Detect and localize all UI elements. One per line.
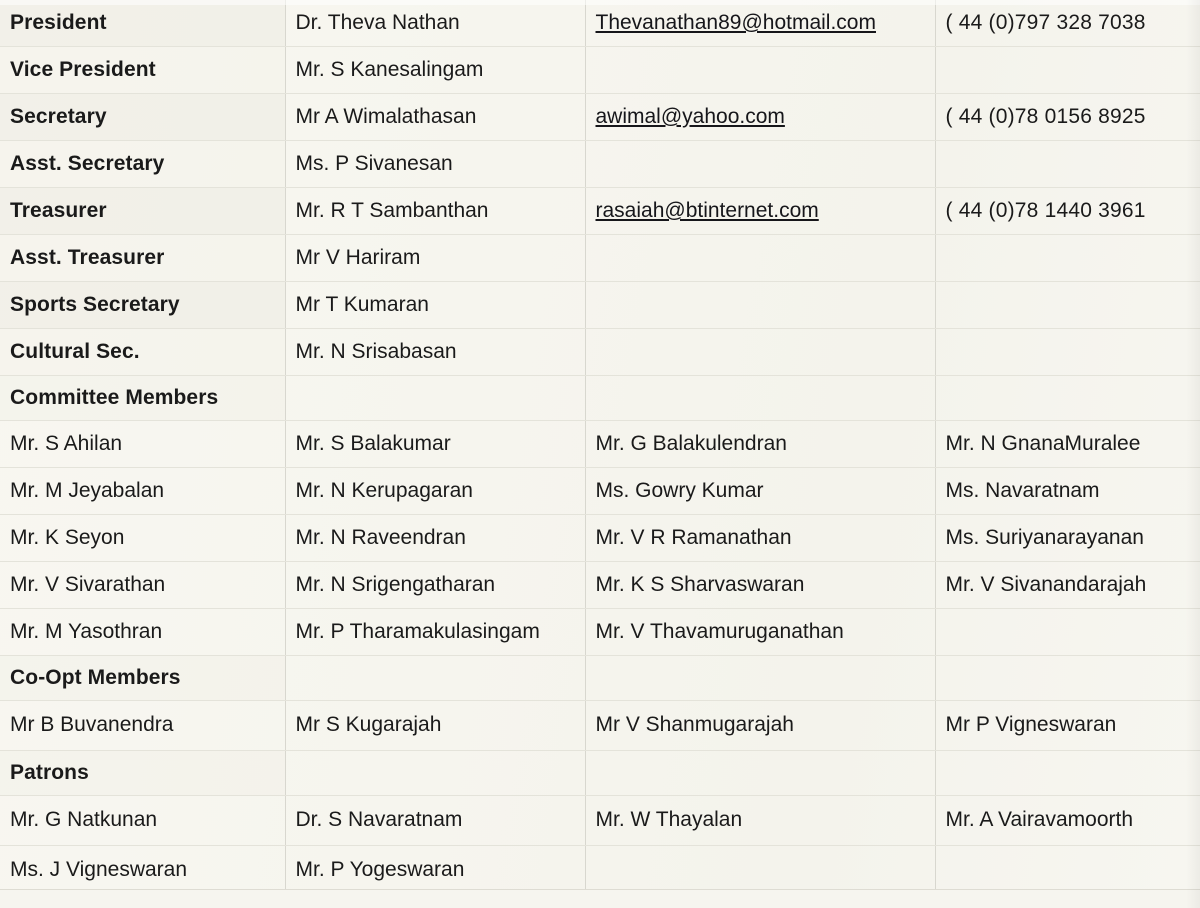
empty-cell bbox=[285, 751, 585, 796]
officer-name: Dr. Theva Nathan bbox=[285, 0, 585, 47]
member-name: Mr. N Srigengatharan bbox=[285, 562, 585, 609]
co-opt-member-name: Mr B Buvanendra bbox=[0, 701, 285, 751]
patron-name: Mr. P Yogeswaran bbox=[285, 846, 585, 896]
member-name: Mr. M Yasothran bbox=[0, 609, 285, 656]
officer-name: Mr A Wimalathasan bbox=[285, 94, 585, 141]
officer-role: President bbox=[0, 0, 285, 47]
table-row bbox=[0, 0, 1200, 47]
table-row bbox=[0, 701, 1200, 751]
officer-name: Ms. P Sivanesan bbox=[285, 141, 585, 188]
officer-name: Mr T Kumaran bbox=[285, 282, 585, 329]
officer-email[interactable]: awimal@yahoo.com bbox=[585, 94, 935, 141]
empty-cell bbox=[285, 376, 585, 421]
table-row bbox=[0, 329, 1200, 376]
officer-email bbox=[585, 235, 935, 282]
officer-email bbox=[585, 282, 935, 329]
member-name: Mr. M Jeyabalan bbox=[0, 468, 285, 515]
officer-email bbox=[585, 329, 935, 376]
officer-phone: ( 44 (0)78 0156 8925 bbox=[935, 94, 1200, 141]
officer-phone: ( 44 (0)797 328 7038 bbox=[935, 0, 1200, 47]
officer-phone bbox=[935, 329, 1200, 376]
co-opt-member-name: Mr V Shanmugarajah bbox=[585, 701, 935, 751]
member-name: Mr. S Balakumar bbox=[285, 421, 585, 468]
member-name: Ms. Gowry Kumar bbox=[585, 468, 935, 515]
officer-phone bbox=[935, 141, 1200, 188]
officer-role: Cultural Sec. bbox=[0, 329, 285, 376]
officer-email[interactable]: rasaiah@btinternet.com bbox=[585, 188, 935, 235]
co-opt-member-name: Mr S Kugarajah bbox=[285, 701, 585, 751]
empty-cell bbox=[935, 751, 1200, 796]
patron-name: Mr. G Natkunan bbox=[0, 796, 285, 846]
member-name: Mr. K S Sharvaswaran bbox=[585, 562, 935, 609]
officer-email bbox=[585, 141, 935, 188]
table-row bbox=[0, 47, 1200, 94]
empty-cell bbox=[285, 656, 585, 701]
member-name: Ms. Suriyanarayanan bbox=[935, 515, 1200, 562]
empty-cell bbox=[585, 846, 935, 896]
officer-role: Secretary bbox=[0, 94, 285, 141]
table-row bbox=[0, 188, 1200, 235]
officer-phone bbox=[935, 282, 1200, 329]
table-row bbox=[0, 609, 1200, 656]
table-row bbox=[0, 94, 1200, 141]
section-heading-co-opt-members: Co-Opt Members bbox=[0, 656, 285, 701]
officer-name: Mr. S Kanesalingam bbox=[285, 47, 585, 94]
member-name: Mr. V R Ramanathan bbox=[585, 515, 935, 562]
section-heading-committee-members: Committee Members bbox=[0, 376, 285, 421]
officer-name: Mr. N Srisabasan bbox=[285, 329, 585, 376]
officer-name: Mr. R T Sambanthan bbox=[285, 188, 585, 235]
empty-cell bbox=[585, 376, 935, 421]
empty-cell bbox=[935, 609, 1200, 656]
member-name: Mr. V Sivanandarajah bbox=[935, 562, 1200, 609]
member-name: Mr. P Tharamakulasingam bbox=[285, 609, 585, 656]
officer-role: Vice President bbox=[0, 47, 285, 94]
table-row bbox=[0, 468, 1200, 515]
table-row bbox=[0, 562, 1200, 609]
page-bottom-edge bbox=[0, 889, 1200, 908]
member-name: Mr. N Raveendran bbox=[285, 515, 585, 562]
empty-cell bbox=[935, 376, 1200, 421]
empty-cell bbox=[935, 656, 1200, 701]
officer-email[interactable]: Thevanathan89@hotmail.com bbox=[585, 0, 935, 47]
member-name: Mr. V Sivarathan bbox=[0, 562, 285, 609]
member-name: Mr. V Thavamuruganathan bbox=[585, 609, 935, 656]
officer-role: Asst. Treasurer bbox=[0, 235, 285, 282]
member-name: Ms. Navaratnam bbox=[935, 468, 1200, 515]
co-opt-member-name: Mr P Vigneswaran bbox=[935, 701, 1200, 751]
patron-name: Dr. S Navaratnam bbox=[285, 796, 585, 846]
section-heading-patrons: Patrons bbox=[0, 751, 285, 796]
section-heading-row bbox=[0, 656, 1200, 701]
empty-cell bbox=[935, 846, 1200, 896]
officer-phone bbox=[935, 235, 1200, 282]
empty-cell bbox=[585, 656, 935, 701]
table-row bbox=[0, 282, 1200, 329]
member-name: Mr. N GnanaMuralee bbox=[935, 421, 1200, 468]
officer-role: Asst. Secretary bbox=[0, 141, 285, 188]
officer-phone bbox=[935, 47, 1200, 94]
patron-name: Ms. J Vigneswaran bbox=[0, 846, 285, 896]
section-heading-row bbox=[0, 376, 1200, 421]
empty-cell bbox=[585, 751, 935, 796]
table-row bbox=[0, 796, 1200, 846]
member-name: Mr. S Ahilan bbox=[0, 421, 285, 468]
table-row bbox=[0, 421, 1200, 468]
officer-email bbox=[585, 47, 935, 94]
patron-name: Mr. W Thayalan bbox=[585, 796, 935, 846]
officer-role: Sports Secretary bbox=[0, 282, 285, 329]
member-name: Mr. N Kerupagaran bbox=[285, 468, 585, 515]
officer-role: Treasurer bbox=[0, 188, 285, 235]
patron-name: Mr. A Vairavamoorth bbox=[935, 796, 1200, 846]
section-heading-row bbox=[0, 751, 1200, 796]
table-row bbox=[0, 141, 1200, 188]
member-name: Mr. K Seyon bbox=[0, 515, 285, 562]
table-row bbox=[0, 235, 1200, 282]
member-name: Mr. G Balakulendran bbox=[585, 421, 935, 468]
officer-phone: ( 44 (0)78 1440 3961 bbox=[935, 188, 1200, 235]
officer-name: Mr V Hariram bbox=[285, 235, 585, 282]
table-row bbox=[0, 846, 1200, 896]
table-row bbox=[0, 515, 1200, 562]
